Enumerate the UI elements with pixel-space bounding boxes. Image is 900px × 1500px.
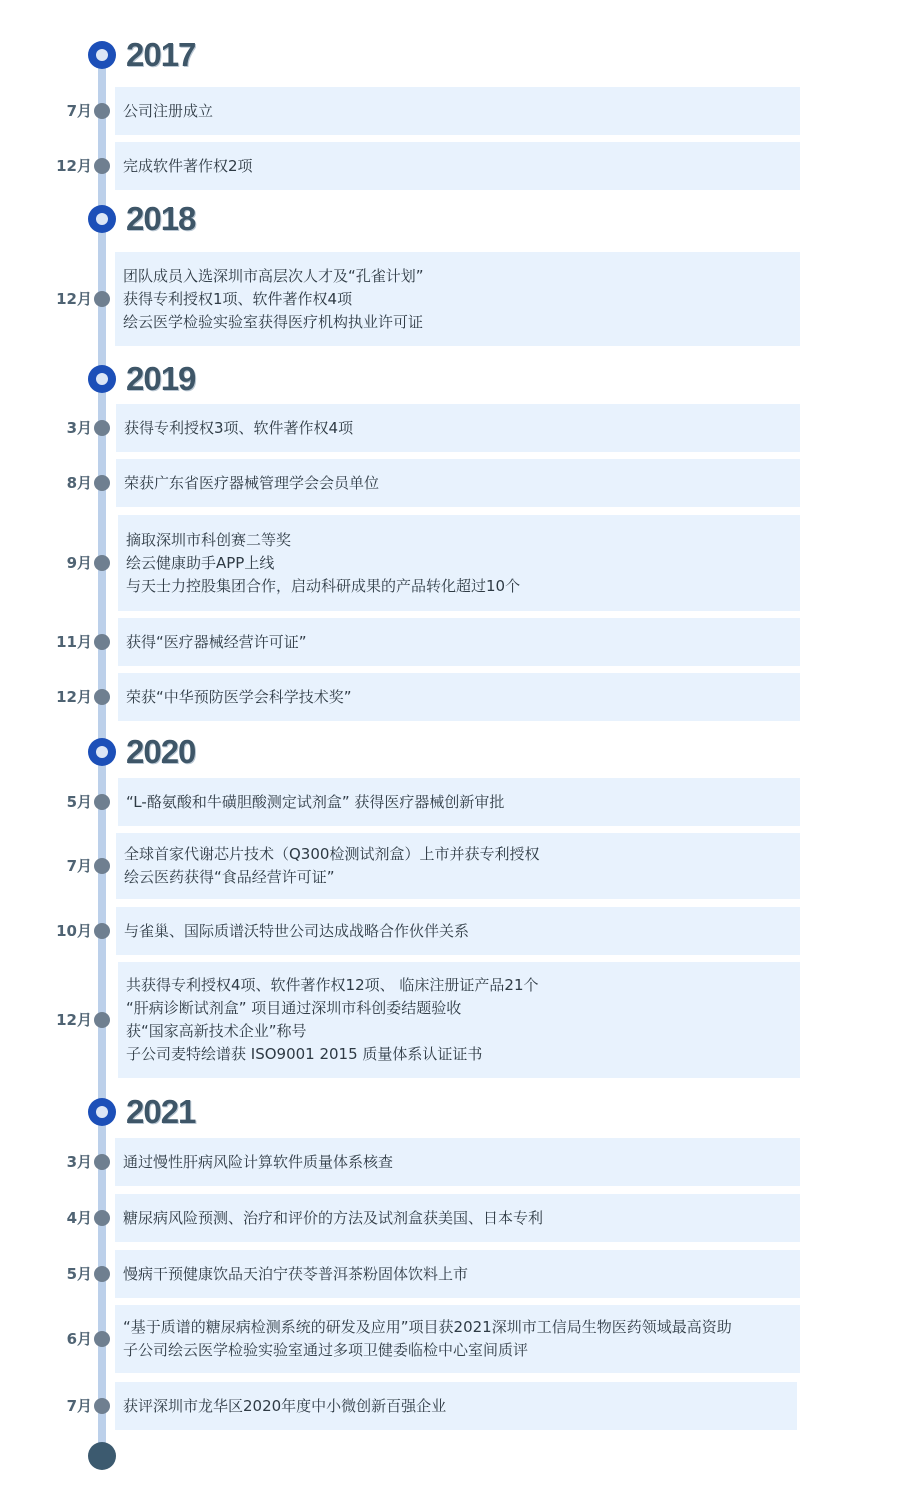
month-marker-dot — [94, 1398, 110, 1414]
year-heading: 2018 — [126, 200, 196, 237]
event-text: 绘云医学检验实验室获得医疗机构执业许可证 — [123, 312, 424, 331]
event-text: 获得专利授权3项、软件著作权4项 — [124, 418, 354, 437]
event-card — [116, 833, 800, 899]
year-marker-dot — [88, 738, 116, 766]
event-card — [118, 778, 800, 826]
event-text: 公司注册成立 — [123, 101, 214, 120]
month-marker-dot — [94, 858, 110, 874]
event-text: 子公司绘云医学检验实验室通过多项卫健委临检中心室间质评 — [123, 1341, 529, 1359]
event-text: 与天士力控股集团合作，启动科研成果的产品转化超过10个 — [126, 576, 521, 595]
event-card — [116, 404, 800, 452]
month-label: 5月 — [66, 1265, 92, 1283]
month-label: 11月 — [56, 633, 92, 651]
event-text: 获得专利授权1项、软件著作权4项 — [123, 289, 353, 308]
month-marker-dot — [94, 420, 110, 436]
event-card — [115, 252, 800, 346]
event-card — [116, 459, 800, 507]
year-marker-dot — [88, 365, 116, 393]
event-text: “肝病诊断试剂盒” 项目通过深圳市科创委结题验收 — [126, 999, 462, 1017]
month-marker-dot — [94, 1012, 110, 1028]
month-marker-dot — [94, 103, 110, 119]
event-text: 摘取深圳市科创赛二等奖 — [126, 530, 292, 549]
event-text: 绘云健康助手APP上线 — [126, 553, 275, 572]
event-text: 荣获广东省医疗器械管理学会会员单位 — [124, 473, 380, 492]
event-text: 获得“医疗器械经营许可证” — [126, 632, 307, 651]
event-card — [118, 673, 800, 721]
year-heading: 2020 — [126, 733, 196, 770]
month-marker-dot — [94, 475, 110, 491]
event-text: 糖尿病风险预测、治疗和评价的方法及试剂盒获美国、日本专利 — [123, 1208, 544, 1227]
event-text: 慢病干预健康饮品天泊宁茯苓普洱茶粉固体饮料上市 — [123, 1264, 469, 1283]
month-marker-dot — [94, 158, 110, 174]
year-marker-dot — [88, 205, 116, 233]
month-marker-dot — [94, 1331, 110, 1347]
month-label: 12月 — [56, 688, 92, 706]
event-text: 完成软件著作权2项 — [123, 156, 253, 175]
event-text: 全球首家代谢芯片技术（Q300检测试剂盒）上市并获专利授权 — [124, 845, 540, 863]
event-text: “基于质谱的糖尿病检测系统的研发及应用”项目获2021深圳市工信局生物医药领域最高资助 — [123, 1318, 732, 1336]
event-text: 团队成员入选深圳市高层次人才及“孔雀计划” — [123, 266, 424, 285]
month-marker-dot — [94, 555, 110, 571]
month-marker-dot — [94, 923, 110, 939]
month-label: 10月 — [56, 922, 92, 940]
month-marker-dot — [94, 689, 110, 705]
month-marker-dot — [94, 1210, 110, 1226]
year-heading: 2021 — [126, 1093, 196, 1130]
month-label: 7月 — [66, 1397, 92, 1415]
month-marker-dot — [94, 634, 110, 650]
event-text: 子公司麦特绘谱获 ISO9001 2015 质量体系认证证书 — [126, 1045, 483, 1063]
year-heading: 2019 — [126, 360, 196, 397]
month-label: 7月 — [66, 102, 92, 120]
month-label: 5月 — [66, 793, 92, 811]
event-card — [116, 907, 800, 955]
month-label: 6月 — [66, 1330, 92, 1348]
event-card — [115, 142, 800, 190]
event-card — [115, 1305, 800, 1373]
event-text: 共获得专利授权4项、软件著作权12项、 临床注册证产品21个 — [126, 976, 539, 994]
month-label: 3月 — [66, 1153, 92, 1171]
month-label: 7月 — [66, 857, 92, 875]
timeline-end-dot — [88, 1442, 116, 1470]
month-marker-dot — [94, 291, 110, 307]
month-label: 3月 — [66, 419, 92, 437]
event-card — [115, 87, 800, 135]
month-label: 12月 — [56, 1011, 92, 1029]
month-label: 8月 — [66, 474, 92, 492]
event-text: “L-酪氨酸和牛磺胆酸测定试剂盒” 获得医疗器械创新审批 — [126, 792, 505, 811]
event-text: 通过慢性肝病风险计算软件质量体系核查 — [123, 1152, 394, 1171]
month-label: 12月 — [56, 157, 92, 175]
event-card — [118, 618, 800, 666]
event-text: 获评深圳市龙华区2020年度中小微创新百强企业 — [123, 1396, 447, 1415]
year-heading: 2017 — [126, 36, 196, 73]
event-text: 与雀巢、国际质谱沃特世公司达成战略合作伙伴关系 — [124, 921, 470, 940]
event-text: 获“国家高新技术企业”称号 — [126, 1022, 307, 1040]
year-marker-dot — [88, 1098, 116, 1126]
month-marker-dot — [94, 1266, 110, 1282]
month-marker-dot — [94, 1154, 110, 1170]
event-text: 绘云医药获得“食品经营许可证” — [124, 868, 335, 886]
event-card — [115, 1250, 800, 1298]
event-text: 荣获“中华预防医学会科学技术奖” — [126, 687, 352, 706]
event-card — [115, 1194, 800, 1242]
month-marker-dot — [94, 794, 110, 810]
event-card — [118, 962, 800, 1078]
event-card — [118, 515, 800, 611]
month-label: 9月 — [66, 554, 92, 572]
month-label: 4月 — [66, 1209, 92, 1227]
event-card — [115, 1138, 800, 1186]
event-card — [115, 1382, 797, 1430]
month-label: 12月 — [56, 290, 92, 308]
year-marker-dot — [88, 41, 116, 69]
